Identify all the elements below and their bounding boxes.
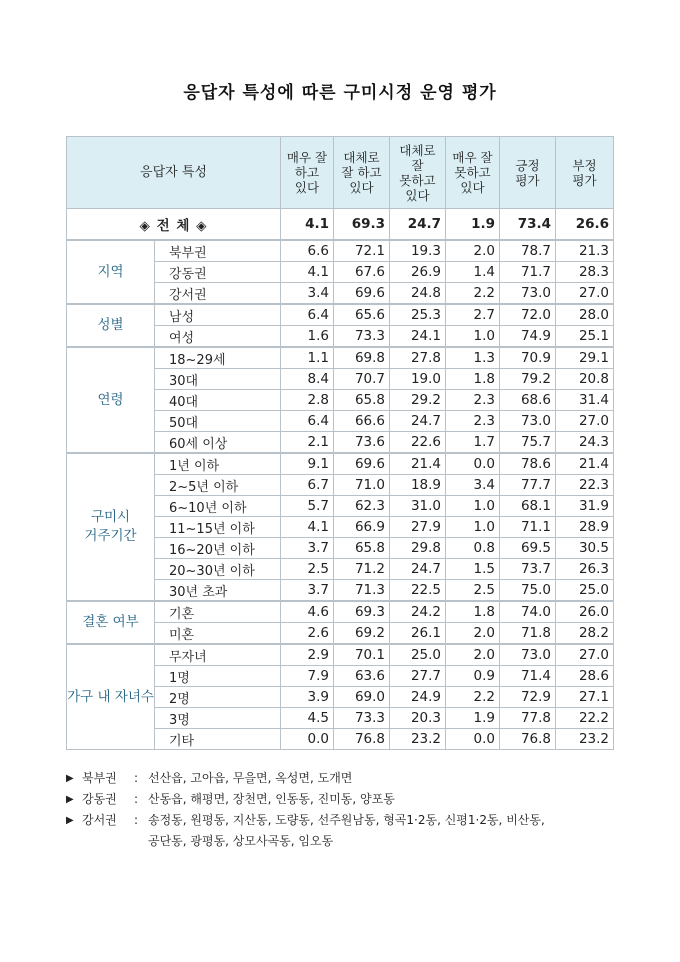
cell-value: 23.2 [556,729,614,750]
cell-value: 0.0 [446,729,500,750]
cell-value: 31.0 [390,496,446,517]
cell-value: 77.7 [500,475,556,496]
cell-value: 22.6 [390,432,446,454]
cell-value: 68.6 [500,390,556,411]
cell-value: 28.2 [556,623,614,645]
cell-value: 0.9 [446,666,500,687]
row-label: 2명 [155,687,281,708]
row-label: 60세 이상 [155,432,281,454]
row-label: 11~15년 이하 [155,517,281,538]
cell-value: 24.2 [390,601,446,623]
cell-value: 3.9 [281,687,334,708]
cell-value: 30.5 [556,538,614,559]
cell-value: 25.0 [556,580,614,602]
header-characteristic: 응답자 특성 [67,137,281,209]
table-row [67,453,614,475]
cell-value: 20.3 [390,708,446,729]
cell-value: 27.1 [556,687,614,708]
footnotes [66,768,626,852]
group-label: 연령 [67,347,155,453]
cell-value: 21.3 [556,240,614,262]
group-label: 구미시 거주기간 [67,453,155,601]
cell-value: 1.3 [446,347,500,369]
cell-value: 65.8 [334,538,390,559]
cell-value: 2.0 [446,644,500,666]
cell-value: 28.6 [556,666,614,687]
cell-value: 28.9 [556,517,614,538]
cell-value: 73.0 [500,644,556,666]
cell-value: 1.7 [446,432,500,454]
footnote-item: ▶ 북부권 : 선산읍, 고아읍, 무을면, 옥성면, 도개면 [66,768,626,789]
cell-value: 24.7 [390,411,446,432]
cell-value: 27.0 [556,283,614,305]
cell-value: 2.2 [446,687,500,708]
cell-value: 72.0 [500,304,556,326]
header-col-4: 매우 잘 못하고 있다 [446,137,500,209]
cell-value: 23.2 [390,729,446,750]
row-label: 남성 [155,304,281,326]
cell-value: 2.2 [446,283,500,305]
cell-value: 78.7 [500,240,556,262]
triangle-bullet-icon: ▶ [66,794,74,805]
cell-value: 26.0 [556,601,614,623]
cell-value: 69.5 [500,538,556,559]
cell-value: 2.0 [446,240,500,262]
cell-value: 27.0 [556,644,614,666]
header-col-3: 대체로 잘 못하고 있다 [390,137,446,209]
cell-value: 24.8 [390,283,446,305]
cell-value: 29.1 [556,347,614,369]
cell-value: 1.8 [446,369,500,390]
footnote-item: ▶ 강서권 : 송정동, 원평동, 지산동, 도량동, 선주원남동, 형곡1·2동, 신평1·2동, 비산동, 공단동, 광평동, 상모사곡동, 임오동 [66,810,626,852]
cell-value: 78.6 [500,453,556,475]
cell-value: 22.3 [556,475,614,496]
cell-value: 4.1 [281,517,334,538]
cell-value: 27.9 [390,517,446,538]
cell-value: 28.0 [556,304,614,326]
cell-value: 76.8 [500,729,556,750]
row-label: 기혼 [155,601,281,623]
row-label: 50대 [155,411,281,432]
row-label: 40대 [155,390,281,411]
cell-value: 66.9 [334,517,390,538]
table-row [67,347,614,369]
cell-value: 1.0 [446,517,500,538]
cell-value: 29.2 [390,390,446,411]
cell-value: 27.7 [390,666,446,687]
row-label: 여성 [155,326,281,348]
triangle-bullet-icon: ▶ [66,815,74,826]
cell-value: 69.3 [334,601,390,623]
cell-value: 63.6 [334,666,390,687]
cell-value: 5.7 [281,496,334,517]
header-col-6: 부정 평가 [556,137,614,209]
cell-value: 73.3 [334,326,390,348]
group-label: 성별 [67,304,155,347]
cell-value: 6.4 [281,411,334,432]
cell-value: 3.7 [281,538,334,559]
row-label: 2~5년 이하 [155,475,281,496]
row-label: 16~20년 이하 [155,538,281,559]
group-label: 결혼 여부 [67,601,155,644]
header-col-2: 대체로 잘 하고 있다 [334,137,390,209]
cell-value: 2.1 [281,432,334,454]
cell-value: 1.4 [446,262,500,283]
cell-value: 71.7 [500,262,556,283]
total-value: 69.3 [334,209,390,241]
cell-value: 4.1 [281,262,334,283]
row-label: 6~10년 이하 [155,496,281,517]
group-label: 가구 내 자녀수 [67,644,155,750]
row-label: 3명 [155,708,281,729]
cell-value: 2.5 [446,580,500,602]
cell-value: 26.9 [390,262,446,283]
total-row [67,209,614,241]
cell-value: 18.9 [390,475,446,496]
header-col-5: 긍정 평가 [500,137,556,209]
header-col-1: 매우 잘 하고 있다 [281,137,334,209]
cell-value: 70.1 [334,644,390,666]
cell-value: 2.7 [446,304,500,326]
cell-value: 75.7 [500,432,556,454]
cell-value: 31.9 [556,496,614,517]
row-label: 18~29세 [155,347,281,369]
cell-value: 2.8 [281,390,334,411]
cell-value: 77.8 [500,708,556,729]
cell-value: 2.5 [281,559,334,580]
cell-value: 27.8 [390,347,446,369]
row-label: 기타 [155,729,281,750]
cell-value: 7.9 [281,666,334,687]
row-label: 무자녀 [155,644,281,666]
cell-value: 29.8 [390,538,446,559]
cell-value: 69.8 [334,347,390,369]
cell-value: 24.1 [390,326,446,348]
row-label: 미혼 [155,623,281,645]
cell-value: 25.3 [390,304,446,326]
header-row [67,137,614,209]
total-value: 26.6 [556,209,614,241]
row-label: 북부권 [155,240,281,262]
cell-value: 22.5 [390,580,446,602]
cell-value: 67.6 [334,262,390,283]
cell-value: 25.1 [556,326,614,348]
row-label: 1명 [155,666,281,687]
row-label: 30대 [155,369,281,390]
cell-value: 71.3 [334,580,390,602]
cell-value: 0.0 [281,729,334,750]
total-value: 1.9 [446,209,500,241]
cell-value: 69.6 [334,453,390,475]
cell-value: 8.4 [281,369,334,390]
cell-value: 4.5 [281,708,334,729]
cell-value: 68.1 [500,496,556,517]
cell-value: 75.0 [500,580,556,602]
cell-value: 3.4 [281,283,334,305]
cell-value: 62.3 [334,496,390,517]
cell-value: 1.9 [446,708,500,729]
table-row [67,644,614,666]
cell-value: 24.9 [390,687,446,708]
cell-value: 1.6 [281,326,334,348]
cell-value: 73.0 [500,283,556,305]
row-label: 강동권 [155,262,281,283]
cell-value: 6.7 [281,475,334,496]
cell-value: 2.3 [446,411,500,432]
cell-value: 73.6 [334,432,390,454]
table-row [67,601,614,623]
cell-value: 73.7 [500,559,556,580]
cell-value: 1.5 [446,559,500,580]
cell-value: 69.0 [334,687,390,708]
cell-value: 3.4 [446,475,500,496]
table-row [67,304,614,326]
cell-value: 0.0 [446,453,500,475]
cell-value: 21.4 [556,453,614,475]
cell-value: 71.4 [500,666,556,687]
cell-value: 2.0 [446,623,500,645]
cell-value: 69.2 [334,623,390,645]
cell-value: 76.8 [334,729,390,750]
cell-value: 71.1 [500,517,556,538]
row-label: 30년 초과 [155,580,281,602]
cell-value: 2.3 [446,390,500,411]
row-label: 강서권 [155,283,281,305]
cell-value: 4.6 [281,601,334,623]
cell-value: 22.2 [556,708,614,729]
cell-value: 66.6 [334,411,390,432]
cell-value: 28.3 [556,262,614,283]
cell-value: 65.8 [334,390,390,411]
triangle-bullet-icon: ▶ [66,773,74,784]
cell-value: 20.8 [556,369,614,390]
cell-value: 71.2 [334,559,390,580]
group-label: 지역 [67,240,155,304]
cell-value: 1.0 [446,496,500,517]
row-label: 20~30년 이하 [155,559,281,580]
cell-value: 65.6 [334,304,390,326]
total-label: ◈ 전 체 ◈ [67,209,281,241]
cell-value: 27.0 [556,411,614,432]
evaluation-table [66,136,614,750]
cell-value: 26.3 [556,559,614,580]
cell-value: 69.6 [334,283,390,305]
cell-value: 25.0 [390,644,446,666]
cell-value: 2.9 [281,644,334,666]
cell-value: 31.4 [556,390,614,411]
cell-value: 26.1 [390,623,446,645]
cell-value: 74.9 [500,326,556,348]
cell-value: 3.7 [281,580,334,602]
cell-value: 70.7 [334,369,390,390]
cell-value: 1.1 [281,347,334,369]
cell-value: 0.8 [446,538,500,559]
cell-value: 2.6 [281,623,334,645]
cell-value: 9.1 [281,453,334,475]
cell-value: 71.0 [334,475,390,496]
total-value: 4.1 [281,209,334,241]
footnote-item: ▶ 강동권 : 산동읍, 해평면, 장천면, 인동동, 진미동, 양포동 [66,789,626,810]
cell-value: 70.9 [500,347,556,369]
cell-value: 73.0 [500,411,556,432]
cell-value: 24.7 [390,559,446,580]
cell-value: 19.3 [390,240,446,262]
cell-value: 72.1 [334,240,390,262]
cell-value: 6.4 [281,304,334,326]
cell-value: 71.8 [500,623,556,645]
total-value: 73.4 [500,209,556,241]
cell-value: 6.6 [281,240,334,262]
page-title: 응답자 특성에 따른 구미시정 운영 평가 [183,83,497,103]
cell-value: 1.8 [446,601,500,623]
cell-value: 72.9 [500,687,556,708]
cell-value: 73.3 [334,708,390,729]
cell-value: 21.4 [390,453,446,475]
cell-value: 74.0 [500,601,556,623]
table-row [67,240,614,262]
total-value: 24.7 [390,209,446,241]
cell-value: 24.3 [556,432,614,454]
cell-value: 19.0 [390,369,446,390]
row-label: 1년 이하 [155,453,281,475]
cell-value: 79.2 [500,369,556,390]
cell-value: 1.0 [446,326,500,348]
